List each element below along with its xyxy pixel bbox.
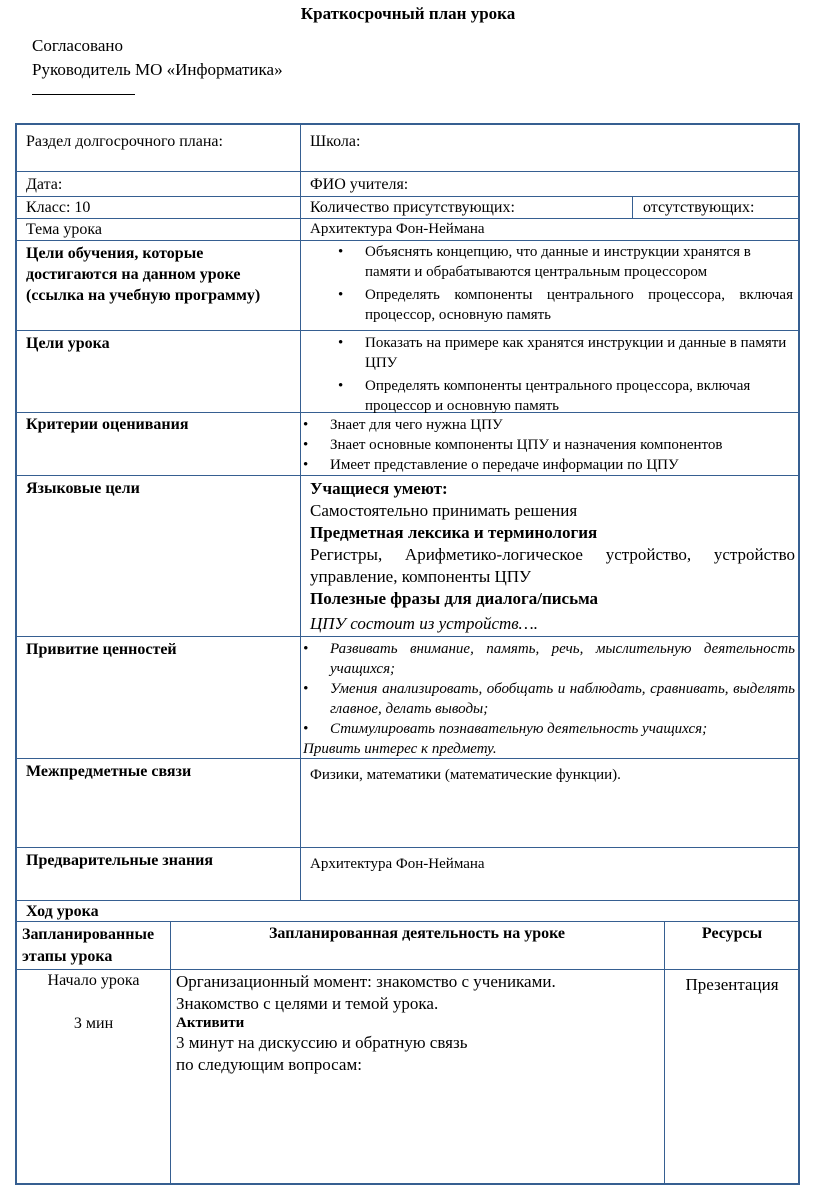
col-divider [664,921,665,1183]
learning-goals-list [365,242,793,325]
activity-heading: Активити [176,1015,245,1031]
values-list [330,639,795,739]
language-text: Регистры, Арифметико-логическое устройство, устройство управление, компоненты ЦПУ [310,545,795,586]
row-divider [17,900,798,901]
list-item: • Умения анализировать, обобщать и наблюдать, сравнивать, выделять главное, делать выводы; [330,679,795,719]
prior-knowledge-label: Предварительные знания [26,852,214,869]
values-tail: Привить интерес к предмету. [303,741,497,757]
language-phrase: ЦПУ состоит из устройств…. [310,614,539,633]
row-divider [17,969,798,970]
list-item: • Стимулировать познавательную деятельность учащихся; [330,719,795,739]
class-label: Класс: 10 [26,199,91,216]
stage-activity [176,971,656,1076]
row-divider [17,330,798,331]
row-divider [17,921,798,922]
values-label: Привитие ценностей [26,641,177,658]
language-text: Самостоятельно принимать решения [310,501,578,520]
page-title: Краткосрочный план урока [300,4,516,23]
row-divider [17,240,798,241]
language-goals-label: Языковые цели [26,480,140,497]
col-divider [170,921,171,1183]
criteria-list [330,415,800,475]
activity-header: Запланированная деятельность на уроке [268,925,566,942]
interdisciplinary-label: Межпредметные связи [26,763,192,780]
list-item: • Знает для чего нужна ЦПУ [330,415,800,435]
topic-value: Архитектура Фон-Неймана [310,221,485,237]
language-heading: Предметная лексика и терминология [310,523,598,542]
stages-header: Запланированные этапы урока [22,926,155,965]
learning-goals-label: Цели обучения, которые достигаются на данном уроке (ссылка на учебную программу) [26,245,261,304]
present-label: Количество присутствующих: [310,199,515,216]
language-heading: Учащиеся умеют: [310,479,448,498]
activity-line: Знакомство с целями и темой урока. [176,994,439,1013]
language-heading: Полезные фразы для диалога/письма [310,589,599,608]
course-label: Ход урока [26,903,99,920]
values-content [303,639,795,759]
activity-line: по следующим вопросам: [176,1055,362,1074]
list-item: • Определять компоненты центрального процессора, включая процессор и основную память [365,376,793,416]
teacher-label: ФИО учителя: [310,176,409,193]
list-item: • Имеет представление о передаче информации по ЦПУ [330,455,800,475]
list-item: • Развивать внимание, память, речь, мыслительную деятельность учащихся; [330,639,795,679]
list-item: • Определять компоненты центрального процессора, включая процессор, основную память [365,285,793,325]
approval-label: Согласовано [32,36,123,55]
col-divider [632,196,633,218]
criteria-label: Критерии оценивания [26,416,189,433]
list-item: • Объяснять концепцию, что данные и инструкции хранятся в памяти и обрабатываются центральным процессором [365,242,793,282]
row-divider [17,218,798,219]
approval-head: Руководитель МО «Информатика» [32,60,283,79]
row-divider [17,847,798,848]
language-goals-content [310,478,795,635]
prior-knowledge-value: Архитектура Фон-Неймана [310,856,485,872]
section-label: Раздел долгосрочного плана: [26,133,223,150]
lesson-plan-table [15,123,800,1185]
resources-header: Ресурсы [701,925,763,942]
approval-block [32,34,283,95]
signature-line [32,82,135,95]
activity-line: Организационный момент: знакомство с учениками. [176,972,556,991]
row-divider [17,196,798,197]
stage-resource: Презентация [685,975,779,994]
list-item: • Показать на примере как хранятся инструкции и данные в памяти ЦПУ [365,333,793,373]
absent-label: отсутствующих: [643,199,755,216]
stage-name: Начало урока [47,972,140,989]
row-divider [17,636,798,637]
topic-label: Тема урока [26,221,103,238]
row-divider [17,475,798,476]
school-label: Школа: [310,133,361,150]
activity-line: 3 минут на дискуссию и обратную связь [176,1033,468,1052]
row-divider [17,171,798,172]
lesson-goals-label: Цели урока [26,335,110,352]
col-divider [300,125,301,900]
date-label: Дата: [26,176,63,193]
interdisciplinary-value: Физики, математики (математические функции). [310,767,621,783]
list-item: • Знает основные компоненты ЦПУ и назначения компонентов [330,435,800,455]
lesson-goals-list [365,333,793,416]
stage-time: 3 мин [73,1015,114,1032]
